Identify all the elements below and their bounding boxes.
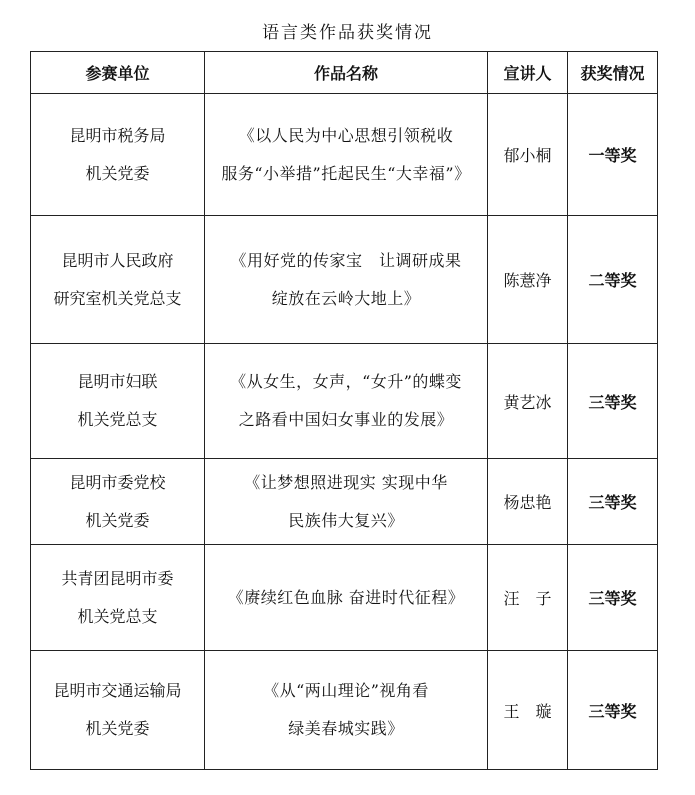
table-row xyxy=(31,216,658,344)
header-row xyxy=(31,52,658,94)
unit-line: 昆明市委党校 xyxy=(69,472,166,492)
unit-line: 昆明市交通运输局 xyxy=(53,681,182,700)
unit-cell xyxy=(31,651,205,770)
awards-table xyxy=(30,51,658,770)
speaker-cell: 郁小桐 xyxy=(488,94,568,216)
unit-line: 机关党委 xyxy=(85,510,150,530)
award-cell: 二等奖 xyxy=(568,216,658,344)
unit-line: 研究室机关党总支 xyxy=(53,288,182,308)
speaker-cell: 杨忠艳 xyxy=(488,459,568,545)
work-line: 《赓续红色血脉 奋进时代征程》 xyxy=(227,587,465,607)
speaker-cell: 黄艺冰 xyxy=(488,344,568,459)
unit-line: 机关党委 xyxy=(85,163,150,183)
unit-cell xyxy=(31,344,205,459)
work-line: 《从女生，女声，“女升”的蝶变 xyxy=(230,372,462,391)
table-row xyxy=(31,651,658,770)
award-cell: 三等奖 xyxy=(568,651,658,770)
unit-line: 昆明市税务局 xyxy=(69,125,166,145)
column-header-speaker: 宣讲人 xyxy=(488,52,568,94)
work-line: 之路看中国妇女事业的发展》 xyxy=(238,410,454,429)
work-line: 民族伟大复兴》 xyxy=(288,510,404,530)
work-cell xyxy=(205,94,488,216)
work-cell xyxy=(205,344,488,459)
award-cell: 三等奖 xyxy=(568,545,658,651)
award-cell: 一等奖 xyxy=(568,94,658,216)
page-title: 语言类作品获奖情况 xyxy=(262,23,433,43)
work-cell xyxy=(205,651,488,770)
work-line: 服务“小举措”托起民生“大幸福”》 xyxy=(221,163,471,183)
speaker-cell: 陈薏净 xyxy=(488,216,568,344)
table-row xyxy=(31,545,658,651)
speaker-cell: 汪 子 xyxy=(488,545,568,651)
table-row xyxy=(31,94,658,216)
award-cell: 三等奖 xyxy=(568,344,658,459)
work-cell xyxy=(205,545,488,651)
work-line: 《从“两山理论”视角看 xyxy=(263,681,429,700)
unit-line: 机关党总支 xyxy=(77,606,158,626)
column-header-work: 作品名称 xyxy=(205,52,488,94)
unit-cell xyxy=(31,459,205,545)
unit-cell xyxy=(31,94,205,216)
unit-cell xyxy=(31,545,205,651)
work-line: 《以人民为中心思想引领税收 xyxy=(238,125,454,145)
speaker-cell: 王 璇 xyxy=(488,651,568,770)
unit-line: 机关党委 xyxy=(85,719,150,738)
unit-cell xyxy=(31,216,205,344)
work-cell xyxy=(205,216,488,344)
work-line: 绽放在云岭大地上》 xyxy=(271,288,421,308)
work-cell xyxy=(205,459,488,545)
unit-line: 机关党总支 xyxy=(77,410,158,429)
unit-line: 共青团昆明市委 xyxy=(61,568,174,588)
unit-line: 昆明市妇联 xyxy=(77,372,158,391)
work-line: 《用好党的传家宝 让调研成果 xyxy=(230,250,462,270)
table-row xyxy=(31,459,658,545)
unit-line: 昆明市人民政府 xyxy=(61,250,174,270)
work-line: 《让梦想照进现实 实现中华 xyxy=(244,472,448,492)
work-line: 绿美春城实践》 xyxy=(288,719,404,738)
award-cell: 三等奖 xyxy=(568,459,658,545)
table-row xyxy=(31,344,658,459)
column-header-unit: 参赛单位 xyxy=(31,52,205,94)
column-header-award: 获奖情况 xyxy=(568,52,658,94)
